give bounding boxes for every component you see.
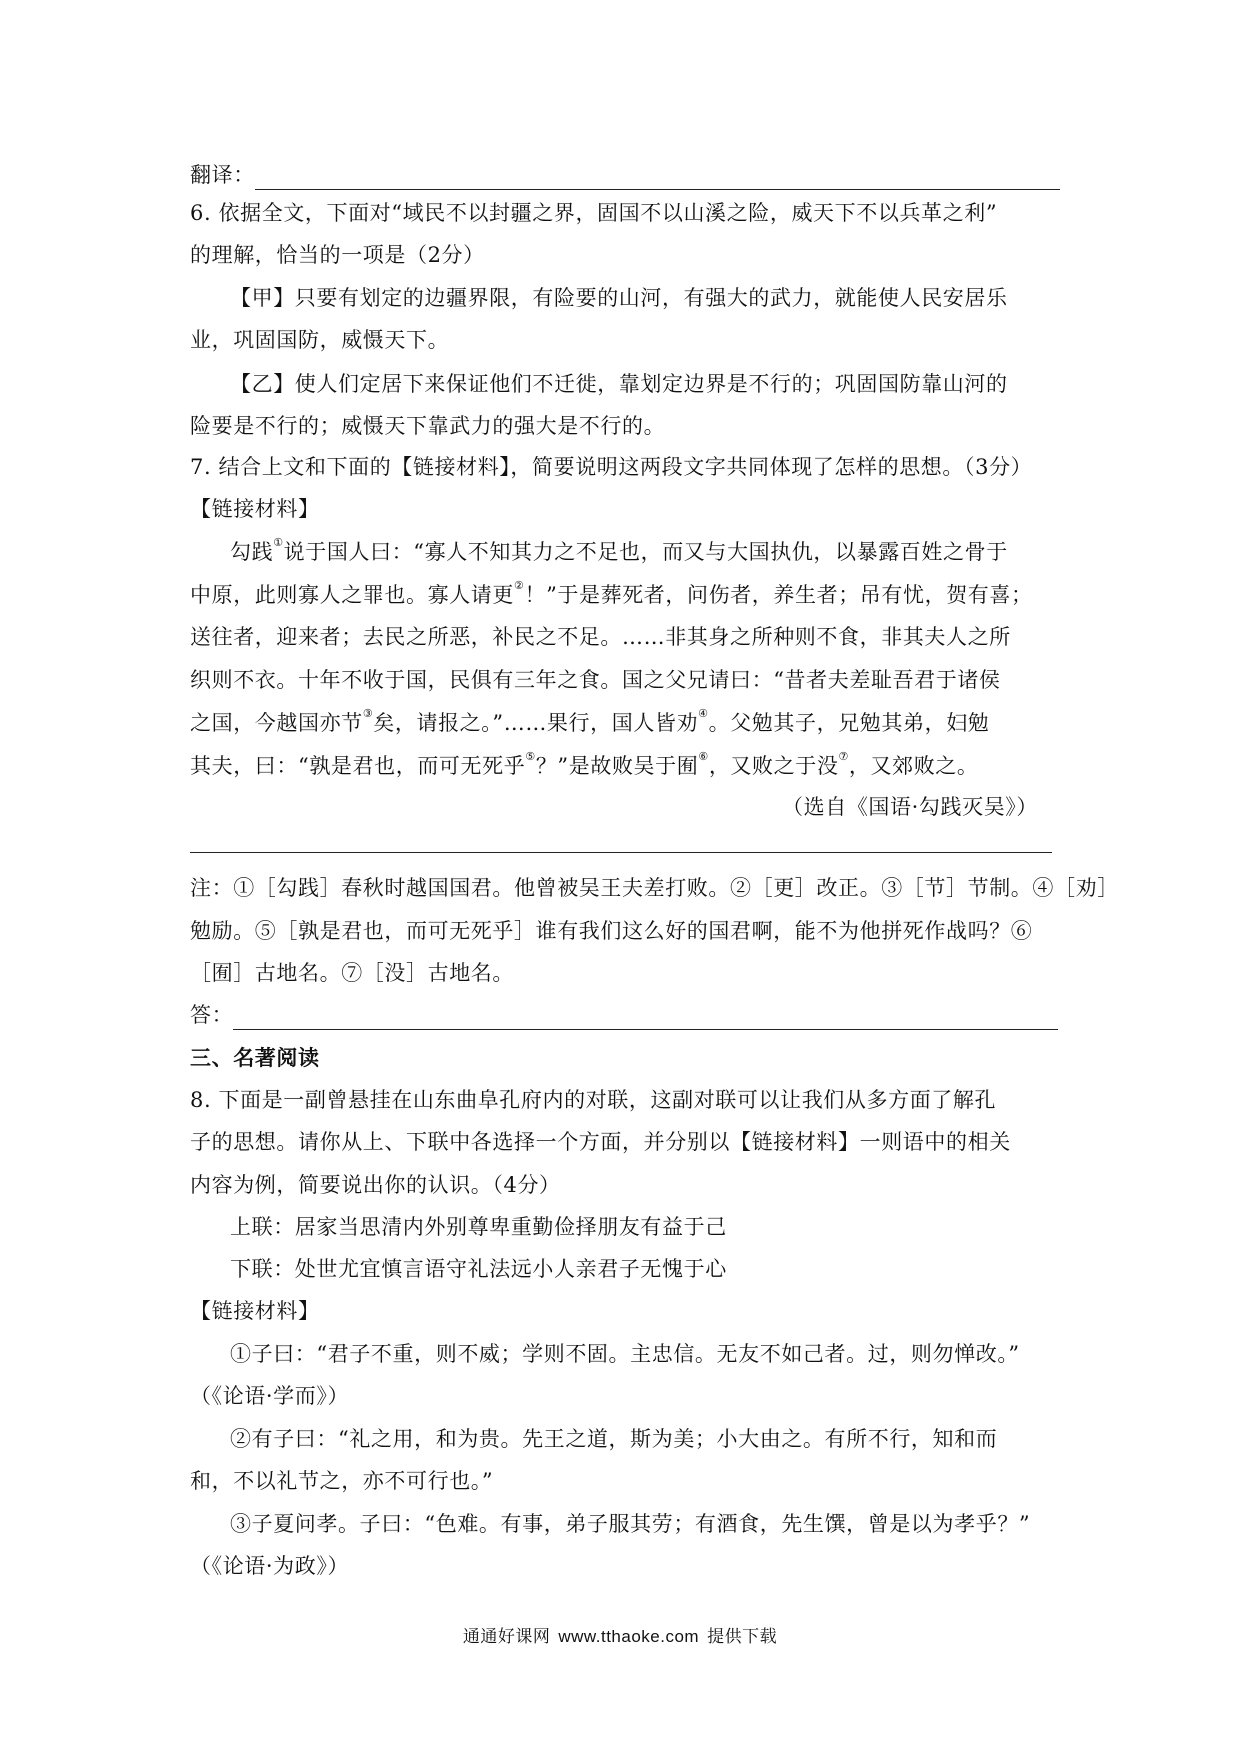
q7-passage-line6 <box>190 751 1060 781</box>
q7-notes-line2: 勉励。⑤［孰是君也，而可无死乎］谁有我们这么好的国君啊，能不为他拼死作战吗？⑥ <box>190 919 1033 943</box>
q8-material3-line1: ③子夏问孝。子曰：“色难。有事，弟子服其劳；有酒食，先生馔，曾是以为孝乎？” <box>230 1512 1031 1536</box>
q7-answer-label: 答： <box>190 1003 234 1027</box>
q7-source-citation: （选自《国语·勾践灭吴》） <box>782 795 1038 819</box>
q7-notes-line3: ［囿］古地名。⑦［没］古地名。 <box>190 961 514 985</box>
footnote-marker: ⑦ <box>838 750 849 763</box>
footer-site-name: 通通好课网 <box>462 1627 551 1647</box>
passage-text: ！”于是葬死者，问伤者，养生者；吊有忧，贺有喜； <box>524 583 1033 607</box>
q7-passage-line1 <box>230 537 1060 567</box>
q7-passage-line4: 织则不衣。十年不收于国，民俱有三年之食。国之父兄请曰：“昔者夫差耻吾君于诸侯 <box>190 668 1001 692</box>
passage-text: ，又败之于没 <box>708 754 839 778</box>
q8-material1-line2: （《论语·学而》） <box>190 1384 350 1408</box>
q7-passage-line5 <box>190 708 1060 738</box>
q5-translation-label: 翻译： <box>190 163 255 187</box>
passage-text: ？”是故败吴于囿 <box>535 754 699 778</box>
q7-stem: 7. 结合上文和下面的【链接材料】，简要说明这两段文字共同体现了怎样的思想。（3分） <box>190 455 1033 479</box>
q7-passage-line2 <box>190 580 1060 610</box>
q7-answer-line <box>190 1000 1060 1030</box>
q7-notes-line1: 注：①［勾践］春秋时越国国君。他曾被吴王夫差打败。②［更］改正。③［节］节制。④［劝］ <box>190 876 1119 900</box>
passage-text: ，又郊败之。 <box>848 754 979 778</box>
footnote-marker: ② <box>514 579 525 592</box>
footnote-marker: ⑥ <box>698 750 709 763</box>
q7-passage-line3: 送往者，迎来者；去民之所恶，补民之不足。……非其身之所种则不食，非其夫人之所 <box>190 625 1011 649</box>
section3-heading: 三、名著阅读 <box>190 1046 320 1070</box>
separator-rule <box>190 852 1052 853</box>
passage-text: 之国，今越国亦节 <box>190 711 363 735</box>
q5-translation-line <box>190 160 1060 190</box>
footnote-marker: ③ <box>362 707 374 720</box>
q8-material-heading: 【链接材料】 <box>190 1299 320 1323</box>
q8-stem-line1: 8. 下面是一副曾悬挂在山东曲阜孔府内的对联，这副对联可以让我们从多方面了解孔 <box>190 1088 997 1112</box>
passage-text: 其夫，曰：“孰是君也，而可无死乎 <box>190 754 526 778</box>
q8-couplet-upper: 上联：居家当思清内外别尊卑重勤俭择朋友有益于己 <box>230 1215 727 1239</box>
passage-text: 勾践 <box>230 540 274 564</box>
q8-material1-line1: ①子曰：“君子不重，则不威；学则不固。主忠信。无友不如己者。过，则勿惮改。” <box>230 1342 1020 1366</box>
q8-material2-line2: 和，不以礼节之，亦不可行也。” <box>190 1469 494 1493</box>
q5-answer-blank[interactable] <box>255 167 1060 190</box>
q8-material3-line2: （《论语·为政》） <box>190 1554 350 1578</box>
q8-stem-line2: 子的思想。请你从上、下联中各选择一个方面，并分别以【链接材料】一则语中的相关 <box>190 1130 1011 1154</box>
passage-text: 说于国人曰：“寡人不知其力之不足也，而又与大国执仇，以暴露百姓之骨于 <box>283 540 1008 564</box>
q8-material2-line1: ②有子曰：“礼之用，和为贵。先王之道，斯为美；小大由之。有所不行，知和而 <box>230 1427 998 1451</box>
q7-material-heading: 【链接材料】 <box>190 497 320 521</box>
q8-couplet-lower: 下联：处世尤宜慎言语守礼法远小人亲君子无愧于心 <box>230 1257 727 1281</box>
footnote-marker: ④ <box>698 707 709 720</box>
q7-answer-blank[interactable] <box>233 1007 1058 1030</box>
footer-suffix: 提供下载 <box>707 1627 778 1647</box>
footnote-marker: ① <box>273 536 284 549</box>
q6-option-yi-line1: 【乙】使人们定居下来保证他们不迁徙，靠划定边界是不行的；巩固国防靠山河的 <box>230 372 1008 396</box>
footer-url-link[interactable]: www.tthaoke.com <box>558 1627 700 1646</box>
footnote-marker: ⑤ <box>525 750 536 763</box>
q6-option-yi-line2: 险要是不行的；威慑天下靠武力的强大是不行的。 <box>190 414 666 438</box>
passage-text: 中原，此则寡人之罪也。寡人请更 <box>190 583 514 607</box>
q6-stem-line1: 6. 依据全文，下面对“域民不以封疆之界，固国不以山溪之险，威天下不以兵革之利” <box>190 201 998 225</box>
q6-option-jia-line2: 业，巩固国防，威慑天下。 <box>190 328 450 352</box>
passage-text: 矣，请报之。”……果行，国人皆劝 <box>373 711 699 735</box>
q8-stem-line3: 内容为例，简要说出你的认识。（4分） <box>190 1173 561 1197</box>
q6-option-jia-line1: 【甲】只要有划定的边疆界限，有险要的山河，有强大的武力，就能使人民安居乐 <box>230 286 1008 310</box>
page-footer <box>0 1622 1240 1647</box>
q6-stem-line2: 的理解，恰当的一项是（2分） <box>190 243 485 267</box>
passage-text: 。父勉其子，兄勉其弟，妇勉 <box>708 711 990 735</box>
